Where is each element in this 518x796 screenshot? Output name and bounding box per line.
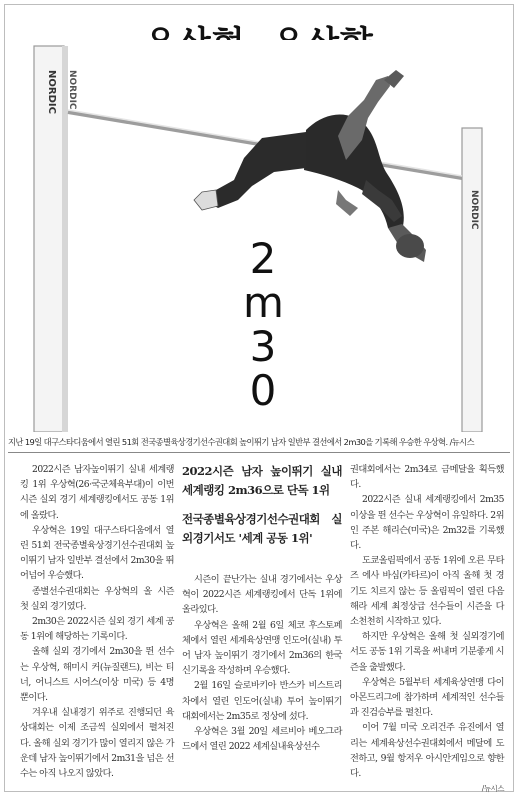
- overlay-letter-m: m: [243, 278, 284, 327]
- caption-text: 지난 19일 대구스타디움에서 열린 51회 전국종별육상경기선수권대회 높이뛰기 남자 일반부 결선에서 2m30을 기록해 우승한 우상혁.: [8, 437, 448, 447]
- article-column-3: [350, 462, 504, 796]
- paragraph: 올해 실외 경기에서 2m30을 뛴 선수는 우상혁, 해미시 커(뉴질랜드), 비는 티너, 어니스트 시어스(이상 미국) 등 4명 뿐이다.: [20, 646, 174, 704]
- subheadline-1: 2022시즌 남자 높이뛰기 실내 세계랭킹 2m36으로 단독 1위: [182, 464, 342, 497]
- caption-credit: /뉴시스: [449, 437, 475, 447]
- paragraph: 우상혁은 3월 20일 세르비아 베오그라드에서 열린 2022 세계실내육상선수: [182, 726, 342, 753]
- left-pole-label: NORDIC: [46, 70, 57, 114]
- paragraph: 2월 16일 슬로바키아 반스카 비스트리차에서 열린 인도어(실내) 투어 높이뛰기 대회에서는 2m35로 정상에 섰다.: [182, 680, 342, 722]
- caption-divider: [8, 452, 510, 453]
- right-pole-label: NORDIC: [469, 190, 479, 230]
- overlay-digit-0: 0: [249, 366, 277, 415]
- paragraph: 종별선수권대회는 우상혁의 올 시즌 첫 실외 경기였다.: [20, 585, 174, 612]
- paragraph: 도쿄올림픽에서 공동 1위에 오른 무타즈 에사 바심(카타르)이 아직 올해 첫 경기도 치르지 않는 등 올림픽이 열린 다음 해라 세계 최정상급 선수들이 시즌을 다소천천히 시작하고 있다.: [350, 555, 504, 628]
- article-column-1: [20, 462, 174, 781]
- subheadline-2: 전국종별육상경기선수권대회 실외경기서도 '세계 공동 1위': [182, 512, 342, 545]
- paragraph: 이어 7월 미국 오리건주 유진에서 열리는 세계육상선수권대회에서 메달에 도전하고, 9월 항저우 아시안게임으로 향한다.: [350, 722, 504, 780]
- right-standard-pole: [462, 128, 482, 432]
- article-column-2: [182, 462, 342, 754]
- paragraph: 2022시즌 남자높이뛰기 실내 세계랭킹 1위 우상혁(26·국군체육부대)이 이번 시즌 실외 경기 세계랭킹에서도 공동 1위에 올랐다.: [20, 464, 174, 521]
- paragraph: 우상혁은 19일 대구스타디움에서 열린 51회 전국종별육상경기선수권대회 높이뛰기 남자 일반부 결선에서 2m30을 뛰어넘어 우승했다.: [20, 524, 174, 582]
- body-credit: /뉴시스: [481, 784, 504, 794]
- paragraph: 2m30은 2022시즌 실외 경기 세계 공동 1위에 해당하는 기록이다.: [20, 616, 174, 643]
- paragraph: 우상혁은 5월부터 세계육상연맹 다이아몬드리그에 참가하며 세계적인 선수들과 진검승부를 펼친다.: [350, 676, 504, 719]
- photo-caption: [8, 436, 512, 448]
- overlay-digit-3: 3: [249, 322, 277, 371]
- paragraph: 시즌이 끝난가는 실내 경기에서는 우상혁이 2022시즌 세계랭킹에서 단독 1위에 올라있다.: [182, 574, 342, 616]
- paragraph: 하지만 우상혁은 올해 첫 실외경기에서도 공동 1위 기록을 써내며 기분좋게 시즌을 출발했다.: [350, 631, 504, 673]
- paragraph: 우상혁은 올해 2월 6일 체코 후스토페체에서 열린 세계육상연맹 인도어(실내) 투어 남자 높이뛰기 경기에서 2m36의 한국신기록을 작성하며 우승했다.: [182, 619, 342, 677]
- paragraph: 권대회에서는 2m34로 금메달을 획득했다.: [350, 464, 504, 491]
- paragraph: 2022시즌 실내 세계랭킹에서 2m35 이상을 뛴 선수는 우상혁이 유일하다. 2위인 주본 해리슨(미국)은 2m32를 기록했다.: [350, 494, 504, 552]
- left-pole-label-2: NORDIC: [67, 70, 77, 110]
- paragraph: 겨우내 실내경기 위주로 진행되던 육상대회는 이제 조금씩 실외에서 펼쳐진다. 올해 실외 경기가 많이 열리지 않은 가운데 남자 높이뛰기에서 2m31을 넘은 선수는 아직 나오지 않았다.: [20, 707, 174, 780]
- overlay-digit-2: 2: [249, 234, 277, 283]
